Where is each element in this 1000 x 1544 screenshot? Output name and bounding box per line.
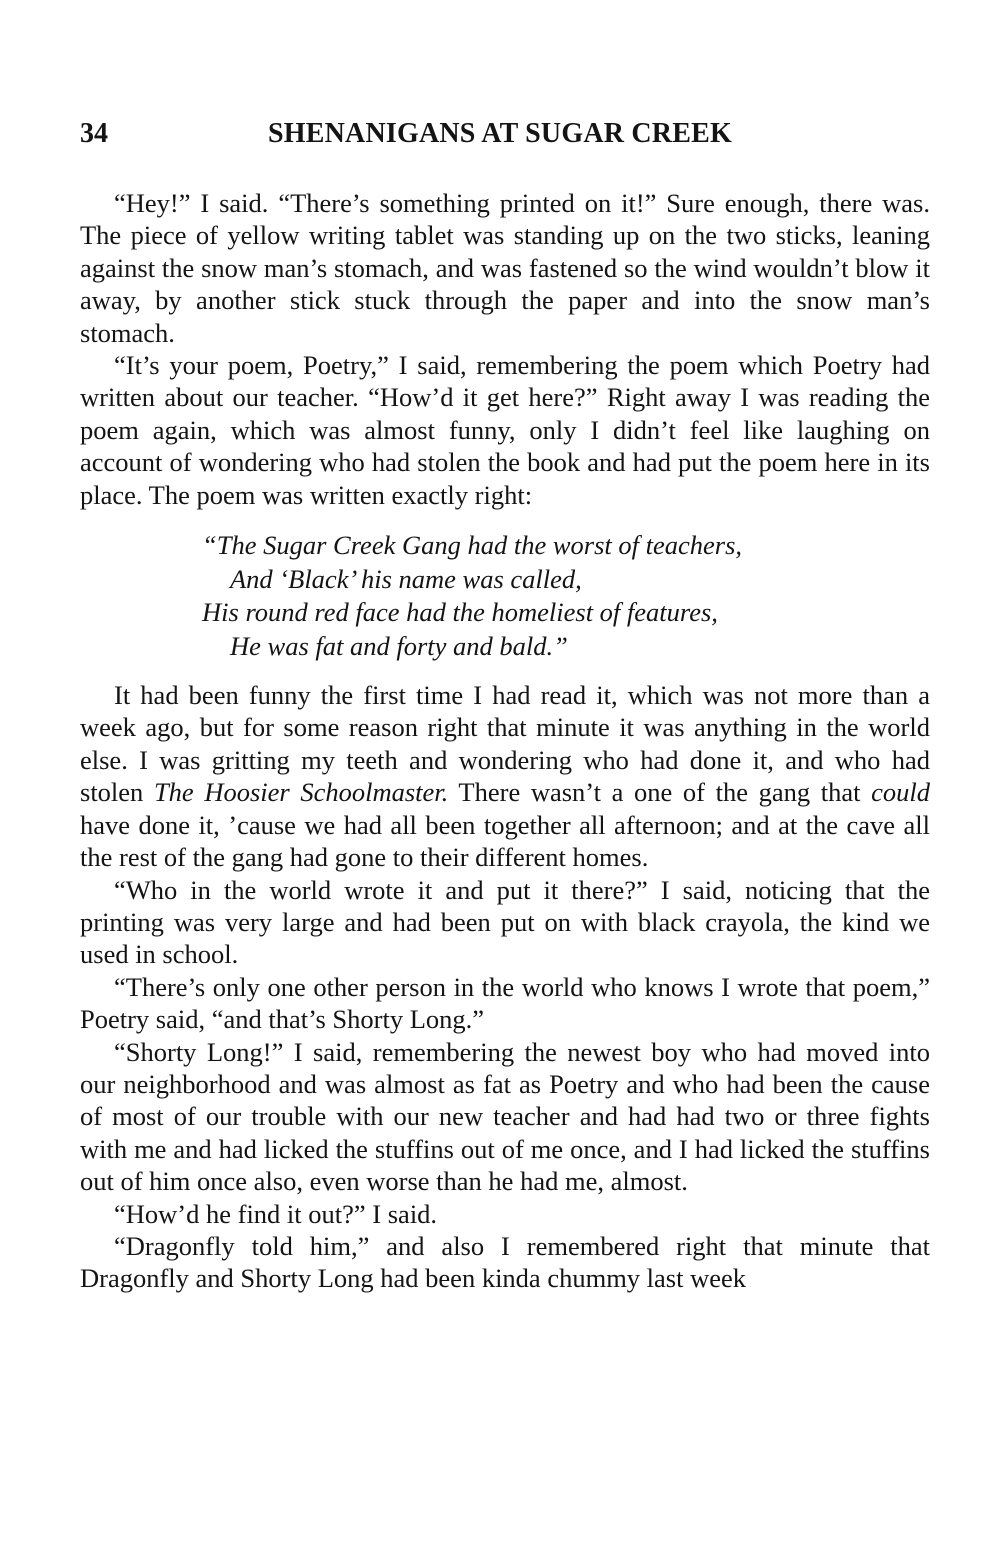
paragraph-funny <box>80 679 930 873</box>
paragraph-hey: “Hey!” I said. “There’s something printed on it!” Sure enough, there was. The piece of yellow writing tablet was standing up on the two sticks, leaning against the snow man’s stomach, and was fastened so the wind wouldn’t blow it away, by another stick stuck through the paper and into the snow man’s stomach. <box>80 188 930 348</box>
page-header <box>80 118 930 158</box>
poem-block <box>202 529 930 663</box>
paragraph-your-poem: “It’s your poem, Poetry,” I said, remembering the poem which Poetry had written about our teacher. “How’d it get here?” Right away I was reading the poem again, which was almost funny, only I didn’t feel like laughing on account of wondering who had stolen the book and had put the poem here in its place. The poem was written exactly right: <box>80 350 930 510</box>
page-body <box>80 187 930 1295</box>
emphasis-could: could <box>871 777 930 808</box>
paragraph-who-wrote: “Who in the world wrote it and put it there?” I said, noticing that the printing was very large and had been put on with black crayola, the kind we used in school. <box>80 874 930 970</box>
poem-line-1: “The Sugar Creek Gang had the worst of teachers, <box>202 530 743 561</box>
paragraph-shorty-long: “Shorty Long!” I said, remembering the newest boy who had moved into our neighborhood and was almost as fat as Poetry and who had been the cause of most of our trouble with our new teacher and had had two or three fights with me and had licked the stuffins out of me once, and I had licked the stuffins out of him once also, even worse than he had me, almost. <box>80 1036 930 1197</box>
running-title: SHENANIGANS AT SUGAR CREEK <box>268 118 732 149</box>
poem-line-4: He was fat and forty and bald.” <box>230 630 568 661</box>
paragraph-funny-part-c: have done it, ’cause we had all been together all afternoon; and at the cave all the rest of the gang had gone to their different homes. <box>80 809 930 873</box>
poem-line-3: His round red face had the homeliest of features, <box>202 597 718 628</box>
poem-line-2: And ‘Black’ his name was called, <box>230 563 582 594</box>
paragraph-funny-part-b: There wasn’t a one of the gang that <box>448 777 872 808</box>
page-number: 34 <box>80 118 108 149</box>
paragraph-funny-part-a: It had been funny the first time I had read it, which was not more than a week ago, but for some reason right that minute it was anything in the world else. I was gritting my teeth and wondering who had done it, and who had stolen <box>80 680 930 808</box>
paragraph-only-one: “There’s only one other person in the world who knows I wrote that poem,” Poetry said, “and that’s Shorty Long.” <box>80 971 930 1035</box>
paragraph-dragonfly: “Dragonfly told him,” and also I remembered right that minute that Dragonfly and Shorty Long had been kinda chummy last week <box>80 1230 930 1294</box>
book-title-hoosier: The Hoosier Schoolmaster. <box>153 777 449 808</box>
paragraph-find-out: “How’d he find it out?” I said. <box>114 1198 438 1229</box>
